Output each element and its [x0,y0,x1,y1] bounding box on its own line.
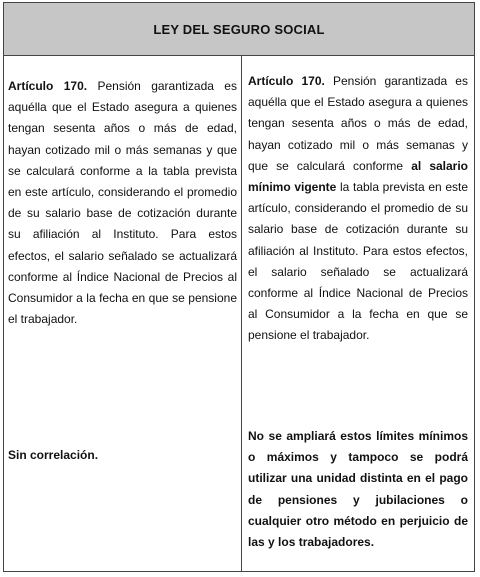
left-note: Sin correlación. [8,448,99,462]
table-header [4,3,474,56]
table-body [4,56,474,571]
right-article-label: Artículo 170. [248,74,325,88]
right-article-highlight: al salario mínimo vigente [248,158,469,195]
right-note: No se ampliará estos límites mínimos o máximos y tampoco se podrá utilizar una unidad distinta en el pago de pensiones y jubilaciones o cualquier otro método en perjuicio de las y los trabajadores. [248,429,468,550]
right-article-text-before: Pensión garantizada es aquélla que el Estado asegura a quienes tengan sesenta años o más de edad, hayan cotizado mil o más semanas y que se calculará conforme [248,74,468,173]
left-column [4,56,242,571]
comparison-table [3,2,475,572]
right-article-text-after: la tabla prevista en este artículo, considerando el promedio de su salario base de cotización durante su afiliación al Instituto. Para estos efectos, el salario señalado se actualizará conforme al Índice Nacional de Precios al Consumidor a la fecha en que se pensione el trabajador. [248,180,469,343]
left-article [8,76,237,330]
left-article-text: Pensión garantizada es aquélla que el Estado asegura a quienes tengan sesenta años o más de edad, hayan cotizado mil o más semanas y que se calculará conforme a la tabla prevista en este artículo, considerando el promedio de su salario base de cotización durante su afiliación al Instituto. Para estos efectos, el salario señalado se actualizará conforme al Índice Nacional de Precios al Consumidor a la fecha en que se pensione el trabajador. [8,79,237,327]
right-article [248,71,468,347]
table-title: LEY DEL SEGURO SOCIAL [153,21,325,37]
left-article-label: Artículo 170. [8,79,88,93]
right-column [242,56,474,571]
